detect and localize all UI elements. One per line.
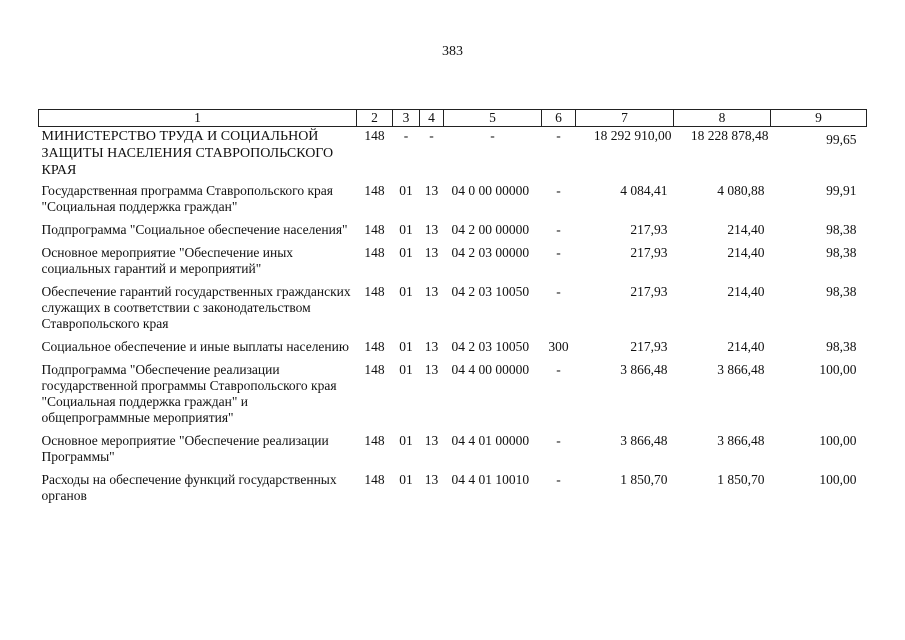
table-row bbox=[39, 127, 867, 181]
cell-planned: 18 292 910,00 bbox=[593, 128, 672, 143]
cell-section: 01 bbox=[399, 222, 413, 237]
cell-percent: 98,38 bbox=[826, 222, 857, 237]
table-row bbox=[39, 242, 867, 281]
cell-subsection: 13 bbox=[424, 339, 439, 354]
cell-expense-type: - bbox=[556, 222, 561, 237]
column-header: 6 bbox=[542, 110, 576, 127]
cell-actual: 214,40 bbox=[727, 222, 765, 237]
cell-target-article: - bbox=[490, 128, 495, 143]
budget-table bbox=[38, 109, 867, 508]
cell-expense-type: 300 bbox=[548, 339, 569, 354]
cell-expense-type: - bbox=[556, 245, 561, 260]
cell-target-article: 04 0 00 00000 bbox=[451, 183, 530, 198]
cell-expense-type: - bbox=[556, 472, 561, 487]
row-name: Подпрограмма "Социальное обеспечение населения" bbox=[41, 222, 348, 237]
cell-expense-type: - bbox=[556, 433, 561, 448]
table-row bbox=[39, 359, 867, 430]
cell-actual: 3 866,48 bbox=[717, 362, 765, 377]
page-number: 383 bbox=[442, 44, 463, 59]
cell-ministry-code: 148 bbox=[364, 433, 385, 448]
cell-subsection: 13 bbox=[424, 222, 439, 237]
cell-percent: 99,65 bbox=[826, 132, 857, 147]
cell-expense-type: - bbox=[556, 362, 561, 377]
cell-target-article: 04 2 00 00000 bbox=[451, 222, 530, 237]
table-row bbox=[39, 430, 867, 469]
cell-subsection: 13 bbox=[424, 284, 439, 299]
cell-section: 01 bbox=[399, 339, 413, 354]
cell-actual: 18 228 878,48 bbox=[690, 128, 769, 143]
table-row bbox=[39, 336, 867, 359]
cell-planned: 4 084,41 bbox=[620, 183, 668, 198]
cell-target-article: 04 2 03 10050 bbox=[451, 339, 530, 354]
cell-section: 01 bbox=[399, 362, 413, 377]
cell-section: 01 bbox=[399, 472, 413, 487]
column-header: 7 bbox=[576, 110, 674, 127]
cell-ministry-code: 148 bbox=[364, 284, 385, 299]
row-name: Социальное обеспечение и иные выплаты населению bbox=[41, 339, 349, 354]
cell-ministry-code: 148 bbox=[364, 472, 385, 487]
cell-ministry-code: 148 bbox=[364, 245, 385, 260]
cell-expense-type: - bbox=[556, 284, 561, 299]
row-name: Подпрограмма "Обеспечение реализации государственной программы Ставропольского края "Социальная поддержка граждан" и общепрограммные мероприятия" bbox=[41, 362, 337, 425]
cell-target-article: 04 2 03 00000 bbox=[451, 245, 530, 260]
cell-planned: 217,93 bbox=[630, 339, 668, 354]
column-header: 1 bbox=[39, 110, 357, 127]
cell-percent: 99,91 bbox=[826, 183, 857, 198]
cell-actual: 1 850,70 bbox=[717, 472, 765, 487]
cell-subsection: 13 bbox=[424, 183, 439, 198]
cell-target-article: 04 4 01 10010 bbox=[451, 472, 530, 487]
cell-actual: 214,40 bbox=[727, 245, 765, 260]
table-row bbox=[39, 180, 867, 219]
cell-ministry-code: 148 bbox=[364, 183, 385, 198]
cell-planned: 1 850,70 bbox=[620, 472, 668, 487]
row-name: Обеспечение гарантий государственных гражданских служащих в соответствии с законодательством Ставропольского края bbox=[41, 284, 351, 331]
cell-ministry-code: 148 bbox=[364, 222, 385, 237]
cell-target-article: 04 4 00 00000 bbox=[451, 362, 530, 377]
cell-subsection: 13 bbox=[424, 472, 439, 487]
cell-ministry-code: 148 bbox=[364, 362, 385, 377]
cell-percent: 100,00 bbox=[819, 472, 857, 487]
column-header: 9 bbox=[771, 110, 867, 127]
cell-expense-type: - bbox=[556, 128, 561, 143]
cell-ministry-code: 148 bbox=[364, 128, 385, 143]
column-header: 2 bbox=[357, 110, 393, 127]
cell-expense-type: - bbox=[556, 183, 561, 198]
column-header: 4 bbox=[420, 110, 444, 127]
cell-percent: 98,38 bbox=[826, 284, 857, 299]
table-row bbox=[39, 469, 867, 508]
cell-target-article: 04 2 03 10050 bbox=[451, 284, 530, 299]
column-header: 8 bbox=[674, 110, 771, 127]
cell-section: 01 bbox=[399, 433, 413, 448]
cell-target-article: 04 4 01 00000 bbox=[451, 433, 530, 448]
table-row bbox=[39, 281, 867, 336]
cell-percent: 98,38 bbox=[826, 339, 857, 354]
cell-subsection: 13 bbox=[424, 362, 439, 377]
cell-actual: 214,40 bbox=[727, 284, 765, 299]
row-name: Расходы на обеспечение функций государственных органов bbox=[41, 472, 337, 503]
cell-section: - bbox=[403, 128, 409, 143]
cell-subsection: - bbox=[429, 128, 434, 143]
cell-percent: 100,00 bbox=[819, 433, 857, 448]
row-name: Основное мероприятие "Обеспечение реализации Программы" bbox=[41, 433, 329, 464]
cell-actual: 3 866,48 bbox=[717, 433, 765, 448]
cell-subsection: 13 bbox=[424, 245, 439, 260]
cell-actual: 4 080,88 bbox=[717, 183, 765, 198]
row-name: МИНИСТЕРСТВО ТРУДА И СОЦИАЛЬНОЙ ЗАЩИТЫ НАСЕЛЕНИЯ СТАВРОПОЛЬСКОГО КРАЯ bbox=[41, 129, 334, 178]
cell-ministry-code: 148 bbox=[364, 339, 385, 354]
cell-subsection: 13 bbox=[424, 433, 439, 448]
cell-planned: 217,93 bbox=[630, 245, 668, 260]
row-name: Основное мероприятие "Обеспечение иных социальных гарантий и мероприятий" bbox=[41, 245, 294, 276]
cell-planned: 217,93 bbox=[630, 284, 668, 299]
cell-planned: 3 866,48 bbox=[620, 433, 668, 448]
cell-actual: 214,40 bbox=[727, 339, 765, 354]
cell-planned: 217,93 bbox=[630, 222, 668, 237]
row-name: Государственная программа Ставропольского края "Социальная поддержка граждан" bbox=[41, 183, 333, 214]
cell-percent: 100,00 bbox=[819, 362, 857, 377]
column-header-row bbox=[39, 110, 867, 127]
cell-percent: 98,38 bbox=[826, 245, 857, 260]
column-header: 5 bbox=[444, 110, 542, 127]
cell-planned: 3 866,48 bbox=[620, 362, 668, 377]
cell-section: 01 bbox=[399, 245, 413, 260]
column-header: 3 bbox=[393, 110, 420, 127]
cell-section: 01 bbox=[399, 284, 413, 299]
table-row bbox=[39, 219, 867, 242]
cell-section: 01 bbox=[399, 183, 413, 198]
